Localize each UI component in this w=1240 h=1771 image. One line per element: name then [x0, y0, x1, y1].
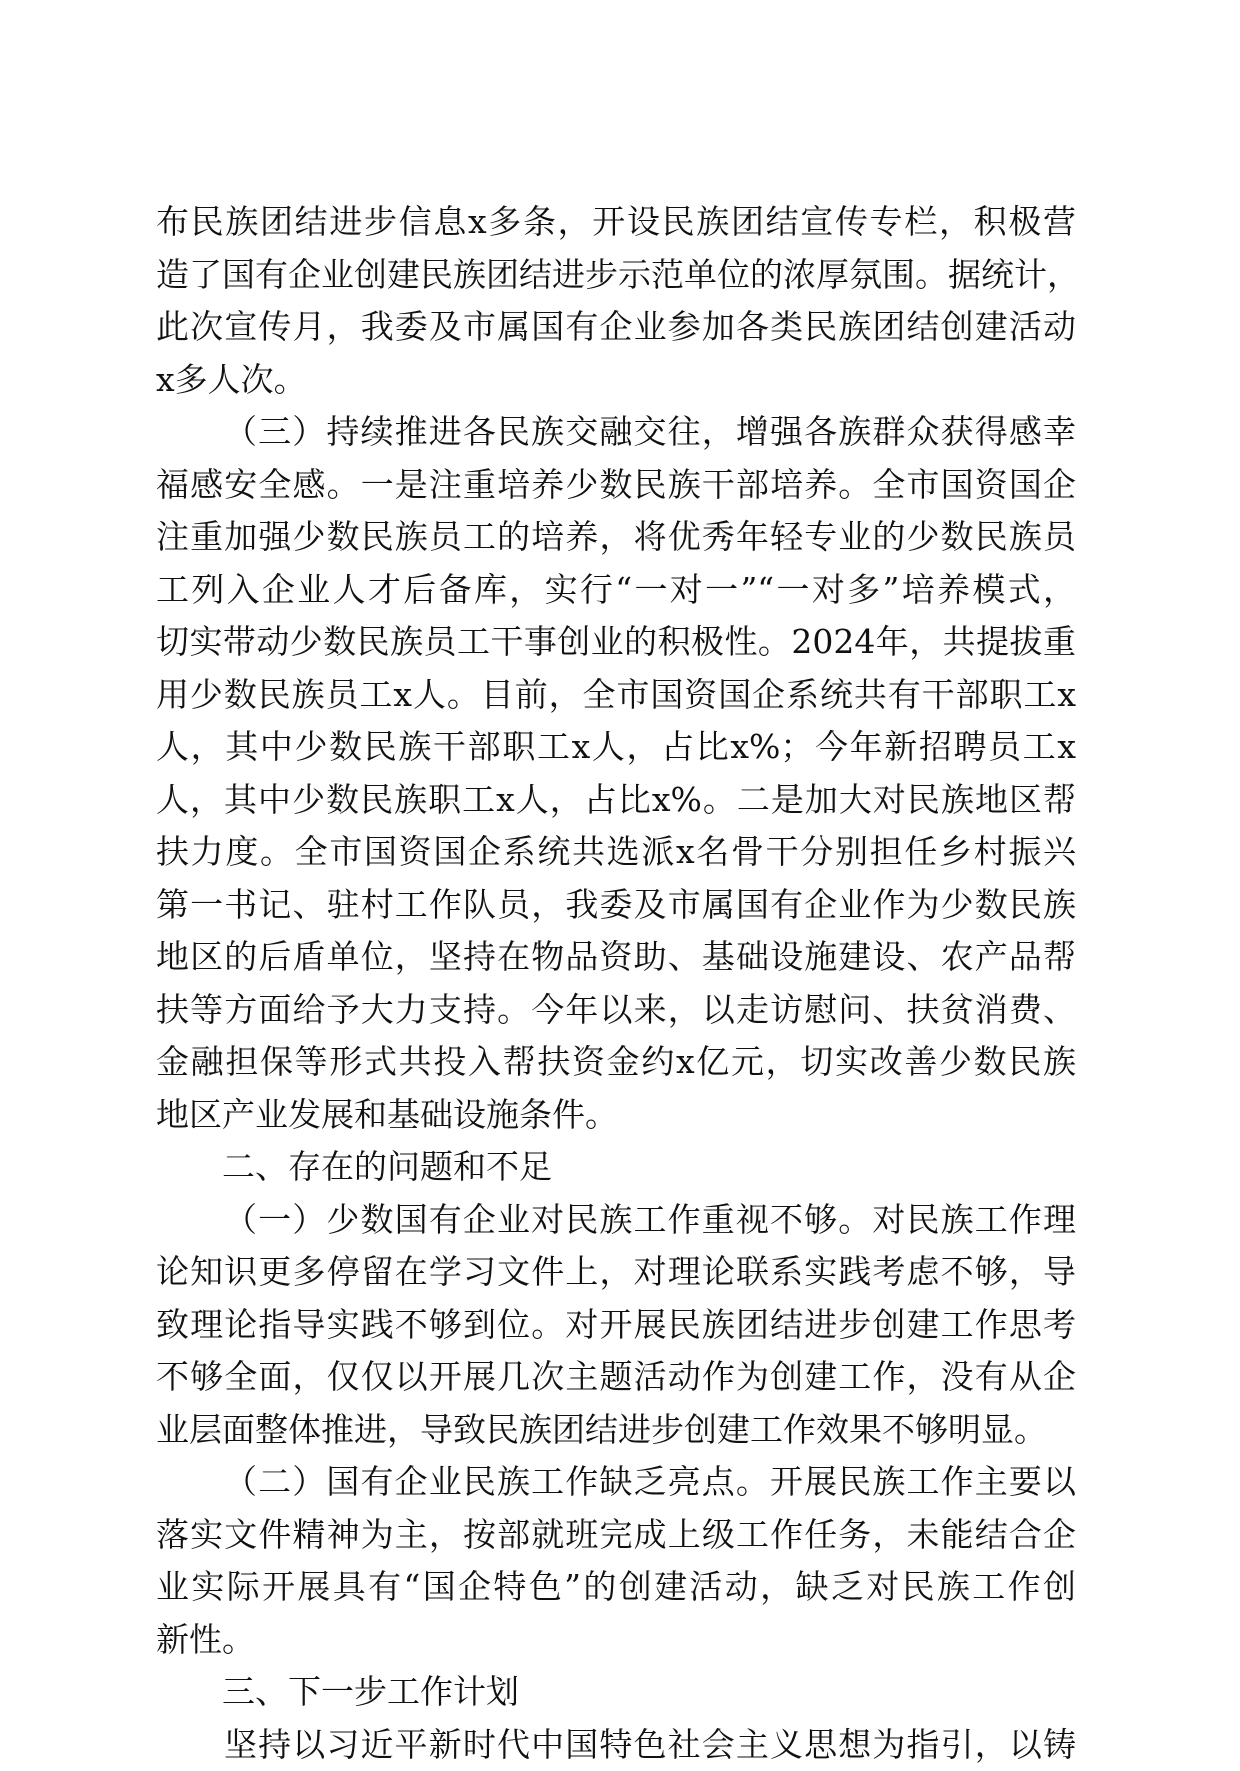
paragraph-3-line-1: （一）少数国有企业对民族工作重视不够。对民族工作理: [156, 1194, 1076, 1247]
section-heading-3: 三、下一步工作计划: [156, 1666, 1076, 1719]
paragraph-1-line-3: 此次宣传月，我委及市属国有企业参加各类民族团结创建活动: [156, 301, 1076, 354]
paragraph-2-line-2: 福感安全感。一是注重培养少数民族干部培养。全市国资国企: [156, 459, 1076, 512]
paragraph-4-line-2: 落实文件精神为主，按部就班完成上级工作任务，未能结合企: [156, 1509, 1076, 1562]
paragraph-2-line-7: 人，其中少数民族干部职工x人，占比x%；今年新招聘员工x: [156, 721, 1076, 774]
paragraph-1-line-4: x多人次。: [156, 354, 1076, 407]
section-heading-2: 二、存在的问题和不足: [156, 1141, 1076, 1194]
paragraph-2-line-8: 人，其中少数民族职工x人，占比x%。二是加大对民族地区帮: [156, 774, 1076, 827]
paragraph-2-line-1: （三）持续推进各民族交融交往，增强各族群众获得感幸: [156, 406, 1076, 459]
paragraph-2-line-12: 扶等方面给予大力支持。今年以来，以走访慰问、扶贫消费、: [156, 984, 1076, 1037]
document-body: [156, 196, 1076, 1771]
paragraph-3-line-3: 致理论指导实践不够到位。对开展民族团结进步创建工作思考: [156, 1299, 1076, 1352]
paragraph-3-line-4: 不够全面，仅仅以开展几次主题活动作为创建工作，没有从企: [156, 1351, 1076, 1404]
paragraph-2-line-5: 切实带动少数民族员工干事创业的积极性。2024年，共提拔重: [156, 616, 1076, 669]
paragraph-2-line-14: 地区产业发展和基础设施条件。: [156, 1089, 1076, 1142]
paragraph-2-line-11: 地区的后盾单位，坚持在物品资助、基础设施建设、农产品帮: [156, 931, 1076, 984]
paragraph-5-line-1: 坚持以习近平新时代中国特色社会主义思想为指引，以铸: [156, 1719, 1076, 1771]
paragraph-1-line-2: 造了国有企业创建民族团结进步示范单位的浓厚氛围。据统计，: [156, 249, 1076, 302]
paragraph-4-line-3: 业实际开展具有“国企特色”的创建活动，缺乏对民族工作创: [156, 1561, 1076, 1614]
paragraph-4-line-1: （二）国有企业民族工作缺乏亮点。开展民族工作主要以: [156, 1456, 1076, 1509]
paragraph-1-line-1: 布民族团结进步信息x多条，开设民族团结宣传专栏，积极营: [156, 196, 1076, 249]
paragraph-2-line-3: 注重加强少数民族员工的培养，将优秀年轻专业的少数民族员: [156, 511, 1076, 564]
paragraph-4-line-4: 新性。: [156, 1614, 1076, 1667]
paragraph-2-line-6: 用少数民族员工x人。目前，全市国资国企系统共有干部职工x: [156, 669, 1076, 722]
paragraph-2-line-4: 工列入企业人才后备库，实行“一对一”“一对多”培养模式，: [156, 564, 1076, 617]
paragraph-3-line-5: 业层面整体推进，导致民族团结进步创建工作效果不够明显。: [156, 1404, 1076, 1457]
paragraph-2-line-9: 扶力度。全市国资国企系统共选派x名骨干分别担任乡村振兴: [156, 826, 1076, 879]
paragraph-2-line-13: 金融担保等形式共投入帮扶资金约x亿元，切实改善少数民族: [156, 1036, 1076, 1089]
paragraph-2-line-10: 第一书记、驻村工作队员，我委及市属国有企业作为少数民族: [156, 879, 1076, 932]
paragraph-3-line-2: 论知识更多停留在学习文件上，对理论联系实践考虑不够，导: [156, 1246, 1076, 1299]
